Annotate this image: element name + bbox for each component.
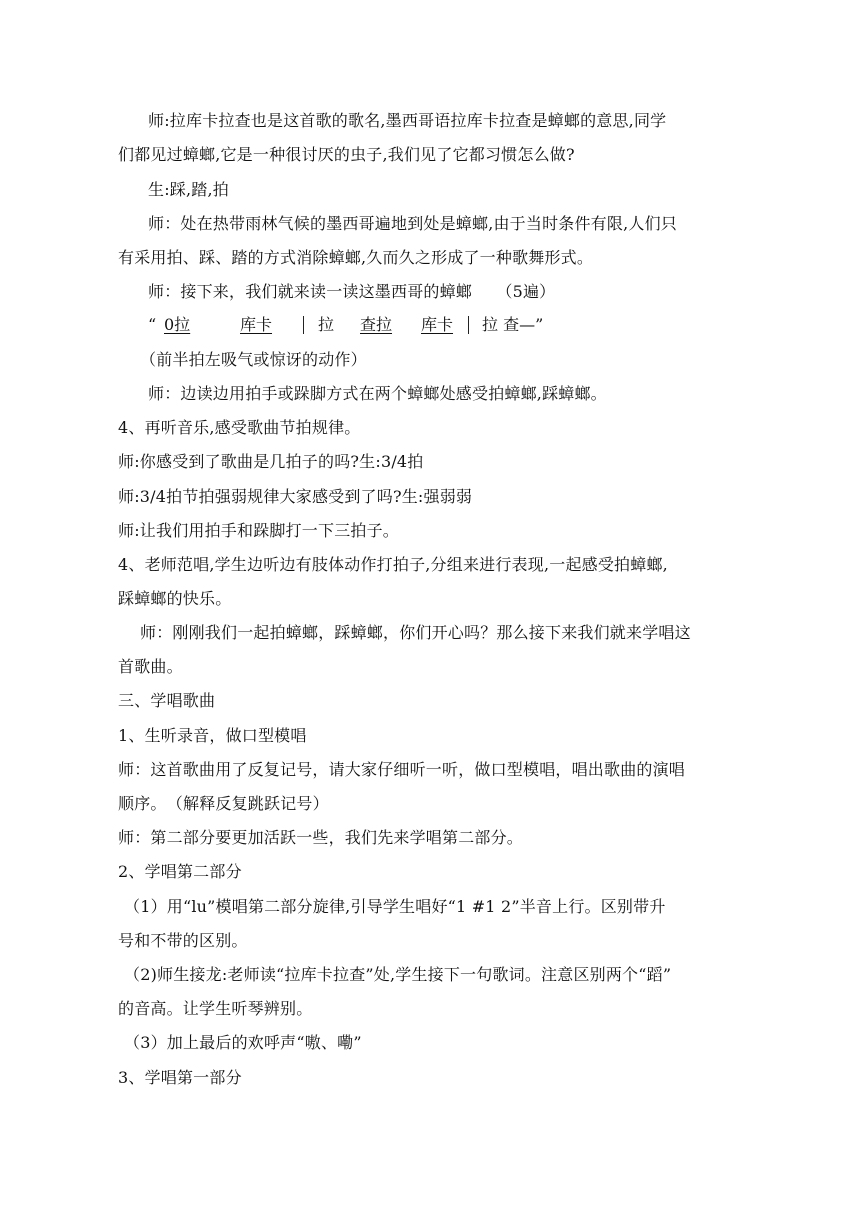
notation-token: 0拉 xyxy=(164,315,191,334)
paragraph-line: 顺序。 （解释反复跳跃记号） xyxy=(118,794,329,813)
paragraph-line: 师：边读边用拍手或跺脚方式在两个蟑螂处感受拍蟑螂,踩蟑螂。 xyxy=(148,384,607,403)
notation-token: 库卡 xyxy=(421,315,454,334)
paragraph-line: 生:踩,踏,拍 xyxy=(148,180,229,199)
paragraph-line: 的音高。让学生听琴辨别。 xyxy=(118,999,313,1018)
paragraph-line: （1）用“lu”模唱第二部分旋律,引导学生唱好“1 #1 2”半音上行。区别带升 xyxy=(124,897,666,916)
paragraph-line: 师:让我们用拍手和跺脚打一下三拍子。 xyxy=(118,521,399,540)
paragraph-line: 师:拉库卡拉查也是这首歌的歌名,墨西哥语拉库卡拉查是蟑螂的意思,同学 xyxy=(148,111,667,130)
paragraph-line: 号和不带的区别。 xyxy=(118,931,248,950)
bar-line xyxy=(303,316,304,334)
paragraph-line: 2、学唱第二部分 xyxy=(118,862,242,881)
notation-open-quote: “ xyxy=(148,315,157,334)
paragraph-line: 首歌曲。 xyxy=(118,657,183,676)
paragraph-line: （2)师生接龙:老师读“拉库卡拉查”处,学生接下一句歌词。注意区别两个“蹈” xyxy=(124,965,672,984)
paragraph-line: 4、老师范唱,学生边听边有肢体动作打拍子,分组来进行表现,一起感受拍蟑螂, xyxy=(118,555,668,574)
paragraph-line: （3）加上最后的欢呼声“嗷、嘞” xyxy=(124,1033,362,1052)
rhythm-notation xyxy=(148,315,588,337)
notation-token: 库卡 xyxy=(240,315,273,334)
paragraph-line: 师：第二部分要更加活跃一些，我们先来学唱第二部分。 xyxy=(118,828,524,847)
notation-token: 拉 xyxy=(318,315,335,334)
paragraph-line: 师：刚刚我们一起拍蟑螂，踩蟑螂，你们开心吗？那么接下来我们就来学唱这 xyxy=(140,623,691,642)
paragraph-line: 1、生听录音，做口型模唱 xyxy=(118,726,307,745)
paragraph-line: 师：接下来，我们就来读一读这墨西哥的蟑螂 （5遍） xyxy=(148,282,556,301)
bar-line xyxy=(468,316,469,334)
paragraph-line: 师:3/4拍节拍强弱规律大家感受到了吗?生:强弱弱 xyxy=(118,487,473,506)
notation-token: 查拉 xyxy=(360,315,393,334)
paragraph-line: 们都见过蟑螂,它是一种很讨厌的虫子,我们见了它都习惯怎么做? xyxy=(118,145,575,164)
paragraph-line: 师:你感受到了歌曲是几拍子的吗?生:3/4拍 xyxy=(118,452,424,471)
paragraph-line: 3、学唱第一部分 xyxy=(118,1068,242,1087)
section-heading: 三、学唱歌曲 xyxy=(118,691,216,710)
paragraph-line: 师：处在热带雨林气候的墨西哥遍地到处是蟑螂,由于当时条件有限,人们只 xyxy=(148,214,677,233)
paragraph-line: 师：这首歌曲用了反复记号，请大家仔细听一听，做口型模唱，唱出歌曲的演唱 xyxy=(118,760,686,779)
paragraph-line: （前半拍左吸气或惊讶的动作） xyxy=(140,350,367,369)
paragraph-line: 踩蟑螂的快乐。 xyxy=(118,589,232,608)
notation-token: 拉 查—” xyxy=(482,315,544,334)
paragraph-line: 有采用拍、踩、踏的方式消除蟑螂,久而久之形成了一种歌舞形式。 xyxy=(118,248,594,267)
paragraph-line: 4、再听音乐,感受歌曲节拍规律。 xyxy=(118,418,361,437)
